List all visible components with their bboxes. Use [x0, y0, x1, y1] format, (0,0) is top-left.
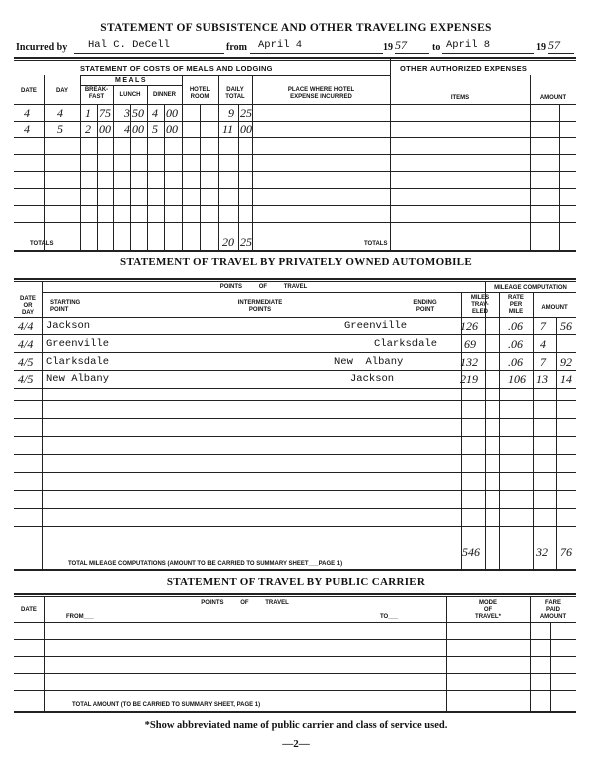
total-miles: 546	[462, 545, 480, 559]
from-date: April 4	[258, 39, 303, 51]
auto-date: 4/4	[18, 319, 34, 333]
rule	[44, 596, 45, 711]
public-bottom-border	[14, 711, 576, 713]
meals-group-header: MEALS	[115, 77, 147, 84]
dinner-dollars: 5	[152, 122, 158, 136]
col-dinner: DINNER	[152, 92, 176, 98]
amount-dollars: 7	[540, 355, 546, 369]
amount-cents: 56	[560, 319, 572, 333]
col-breakfast: BREAK- FAST	[84, 87, 109, 100]
year-to-prefix: 19	[536, 42, 546, 53]
rule	[14, 418, 576, 419]
rule	[14, 490, 576, 491]
rule	[559, 104, 560, 250]
meals-total-cents: 25	[240, 235, 252, 249]
year-to: 57	[548, 38, 560, 52]
rule	[42, 281, 43, 569]
footnote: *Show abbreviated name of public carrier and class of service used.	[144, 720, 448, 731]
rate-per-mile: .06	[508, 337, 523, 351]
rule	[14, 472, 576, 473]
breakfast-dollars: 1	[85, 106, 91, 120]
starting-point: Jackson	[46, 320, 91, 332]
to-line	[442, 53, 534, 54]
mileage-computation-header: MILEAGE COMPUTATION	[494, 285, 567, 291]
rule	[530, 596, 531, 711]
miles-traveled: 69	[464, 337, 476, 351]
col-rate-per-mile: RATE PER MILE	[508, 295, 524, 315]
daily-total-dollars: 11	[222, 122, 234, 136]
rule	[499, 292, 500, 569]
year-from: 57	[395, 38, 407, 52]
rule	[556, 317, 557, 569]
year-from-line	[395, 53, 429, 54]
year-to-line	[548, 53, 574, 54]
from-line	[250, 53, 383, 54]
col-lunch: LUNCH	[119, 92, 141, 98]
rule	[14, 154, 576, 155]
rule	[14, 436, 576, 437]
rule	[446, 596, 447, 711]
totals-label-right: TOTALS	[364, 241, 388, 247]
dinner-cents: 00	[166, 106, 178, 120]
starting-point: New Albany	[46, 373, 110, 385]
dinner-dollars: 4	[152, 106, 158, 120]
rule	[97, 104, 98, 250]
rule	[182, 75, 183, 250]
rule	[14, 690, 576, 691]
daily-total-dollars: 9	[228, 106, 234, 120]
meals-day: 4	[57, 106, 63, 120]
total-mileage-label: TOTAL MILEAGE COMPUTATIONS (AMOUNT TO BE CARRIED TO SUMMARY SHEET___PAGE 1)	[68, 561, 343, 567]
rule	[14, 60, 576, 61]
page-number: —2—	[282, 738, 310, 750]
starting-point: Clarksdale	[46, 356, 110, 368]
rule	[14, 281, 576, 282]
col-items: ITEMS	[450, 95, 470, 101]
rate-per-mile: .06	[508, 355, 523, 369]
public-col-date: DATE	[21, 607, 37, 613]
rate-per-mile: 106	[508, 372, 526, 386]
rule	[164, 104, 165, 250]
ending-point: Greenville	[344, 320, 408, 332]
from-label: from	[226, 42, 247, 53]
rule	[14, 171, 576, 172]
public-section-title: STATEMENT OF TRAVEL BY PUBLIC CARRIER	[166, 576, 426, 588]
amount-dollars: 7	[540, 319, 546, 333]
auto-date: 4/5	[18, 372, 34, 386]
amount-cents: 92	[560, 355, 572, 369]
auto-points-header: POINTS OF TRAVEL	[219, 284, 308, 290]
auto-col-amount: AMOUNT	[541, 305, 568, 311]
auto-bottom-border	[14, 569, 576, 571]
rule	[485, 281, 486, 569]
rule	[200, 104, 201, 250]
rule	[44, 75, 45, 250]
rule	[14, 454, 576, 455]
incurred-by-name: Hal C. DeCell	[88, 39, 170, 51]
rule	[14, 526, 576, 527]
rule	[80, 75, 390, 76]
meals-date: 4	[24, 106, 30, 120]
breakfast-cents: 75	[99, 106, 111, 120]
auto-section-title: STATEMENT OF TRAVEL BY PRIVATELY OWNED AUTOMOBILE	[120, 256, 472, 268]
rule	[14, 104, 576, 105]
rule	[14, 317, 576, 318]
amount-dollars: 4	[540, 337, 546, 351]
starting-point: Greenville	[46, 338, 110, 350]
rule	[14, 370, 576, 371]
rule	[147, 85, 148, 250]
rule	[14, 334, 576, 335]
daily-total-cents: 25	[240, 106, 252, 120]
rule	[130, 104, 131, 250]
public-to-label: TO___	[380, 614, 399, 620]
rule	[390, 57, 391, 250]
col-hotel-room: HOTEL ROOM	[189, 87, 211, 100]
rule	[14, 508, 576, 509]
col-miles-traveled: MILES TRAV- ELED	[470, 295, 490, 315]
year-from-prefix: 19	[383, 42, 393, 53]
rate-per-mile: .06	[508, 319, 523, 333]
public-points-header: POINTS OF TRAVEL	[201, 600, 289, 606]
meals-bottom-border	[14, 250, 576, 252]
rule	[238, 104, 239, 250]
rule	[14, 596, 576, 597]
dinner-cents: 00	[166, 122, 178, 136]
rule	[14, 222, 576, 223]
lunch-cents: 00	[132, 122, 144, 136]
other-expenses-title: OTHER AUTHORIZED EXPENSES	[400, 64, 528, 73]
col-intermediate-points: INTERMEDIATE POINTS	[237, 300, 283, 313]
rule	[14, 388, 576, 389]
incurred-by-label: Incurred by	[16, 42, 68, 53]
rule	[14, 656, 576, 657]
col-daily-total: DAILY TOTAL	[225, 87, 245, 100]
rule	[113, 85, 114, 250]
meals-date: 4	[24, 122, 30, 136]
amount-dollars: 13	[536, 372, 548, 386]
rule	[14, 639, 576, 640]
page-title: STATEMENT OF SUBSISTENCE AND OTHER TRAVELING EXPENSES	[100, 22, 492, 34]
meals-day: 5	[57, 122, 63, 136]
col-date: DATE	[21, 88, 37, 94]
to-label: to	[432, 42, 441, 53]
rule	[14, 352, 576, 353]
rule	[14, 400, 576, 401]
breakfast-dollars: 2	[85, 122, 91, 136]
lunch-dollars: 3	[124, 106, 130, 120]
rule	[14, 137, 576, 138]
meals-top-border	[14, 57, 576, 59]
rule	[14, 622, 576, 623]
miles-traveled: 219	[460, 372, 478, 386]
lunch-dollars: 4	[124, 122, 130, 136]
rule	[533, 292, 534, 569]
col-day: DAY	[55, 88, 69, 94]
rule	[218, 75, 219, 250]
col-mode-of-travel: MODE OF TRAVEL*	[475, 600, 501, 620]
rule	[80, 75, 81, 250]
auto-date: 4/4	[18, 337, 34, 351]
public-top-border	[14, 593, 576, 595]
rule	[14, 205, 576, 206]
col-place: PLACE WHERE HOTEL EXPENSE INCURRED	[287, 87, 355, 100]
rule	[530, 75, 531, 250]
auto-date: 4/5	[18, 355, 34, 369]
rule	[14, 188, 576, 189]
totals-label: TOTALS	[30, 241, 54, 247]
incurred-by-line	[74, 53, 224, 54]
rule	[42, 292, 576, 293]
miles-traveled: 126	[460, 319, 478, 333]
rule	[252, 75, 253, 250]
col-ending-point: ENDING POINT	[413, 300, 437, 313]
auto-total-cents: 76	[560, 545, 572, 559]
col-starting-point: STARTING POINT	[50, 300, 81, 313]
rule	[14, 673, 576, 674]
miles-traveled: 132	[460, 355, 478, 369]
auto-total-dollars: 32	[536, 545, 548, 559]
col-fare-paid: FARE PAID AMOUNT	[539, 600, 567, 620]
to-date: April 8	[446, 39, 491, 51]
ending-point: Clarksdale	[374, 338, 438, 350]
meals-section-title: STATEMENT OF COSTS OF MEALS AND LODGING	[80, 64, 273, 73]
ending-point: Jackson	[350, 373, 395, 385]
rule	[80, 85, 182, 86]
public-from-label: FROM___	[66, 614, 94, 620]
meals-total-dollars: 20	[222, 235, 234, 249]
breakfast-cents: 00	[99, 122, 111, 136]
auto-col-date: DATE OR DAY	[20, 296, 36, 316]
amount-cents: 14	[560, 372, 572, 386]
ending-point: New Albany	[334, 356, 404, 368]
rule	[550, 622, 551, 711]
auto-top-border	[14, 278, 576, 280]
daily-total-cents: 00	[240, 122, 252, 136]
public-total-label: TOTAL AMOUNT (TO BE CARRIED TO SUMMARY SHEET, PAGE 1)	[72, 702, 261, 708]
lunch-cents: 50	[132, 106, 144, 120]
col-amount: AMOUNT	[539, 95, 567, 101]
